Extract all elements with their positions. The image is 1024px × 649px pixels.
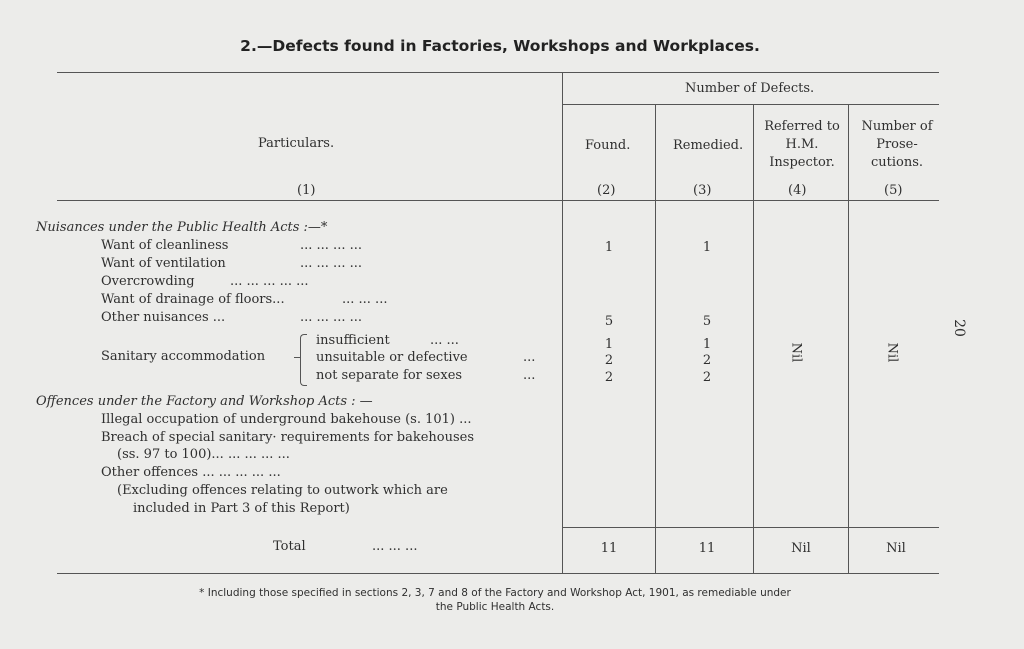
- offence-line: Breach of special sanitary· requirements for bakehouses: [101, 430, 475, 445]
- row-remedied: 1: [702, 240, 712, 255]
- section-nuisances-heading: Nuisances under the Public Health Acts :—*: [36, 220, 328, 235]
- referred-nil-rotated: Nil: [788, 342, 804, 363]
- header-particulars: Particulars.: [258, 136, 335, 151]
- sanitary-row-label: insufficient: [316, 333, 390, 348]
- row-remedied: 5: [702, 314, 712, 329]
- bottom-rule: [57, 573, 939, 574]
- header-found: Found.: [585, 138, 631, 153]
- row-label: Other nuisances ...: [101, 310, 226, 325]
- sanitary-row-found: 1: [604, 337, 614, 352]
- offence-line: Illegal occupation of underground bakehouse (s. 101) ...: [101, 412, 472, 427]
- sanitary-brace: [300, 334, 307, 386]
- row-label: Want of ventilation: [101, 256, 226, 271]
- total-found: 11: [600, 541, 618, 556]
- header-referred-1: Referred to: [764, 119, 840, 134]
- sanitary-row-remedied: 2: [702, 370, 712, 385]
- row-found: 1: [604, 240, 614, 255]
- col-number-1: (1): [297, 183, 316, 198]
- header-prosecutions-3: cutions.: [870, 155, 924, 170]
- footnote-line-1: * Including those specified in sections 2, 3, 7 and 8 of the Factory and Workshop Act, 1901, as remediable under: [199, 587, 791, 599]
- sanitary-row-dots: ...: [523, 350, 536, 365]
- sanitary-row-found: 2: [604, 353, 614, 368]
- row-dots: ... ... ... ...: [300, 238, 362, 253]
- offence-line: (ss. 97 to 100)... ... ... ... ...: [117, 447, 290, 462]
- sanitary-row-label: unsuitable or defective: [316, 350, 468, 365]
- col-divider-2: [655, 104, 656, 573]
- sanitary-accommodation-label: Sanitary accommodation: [101, 349, 266, 364]
- prosecutions-nil-rotated: Nil: [884, 342, 900, 363]
- offence-line: included in Part 3 of this Report): [133, 501, 350, 516]
- total-referred: Nil: [791, 541, 811, 556]
- sanitary-row-dots: ...: [523, 368, 536, 383]
- sanitary-row-label: not separate for sexes: [316, 368, 463, 383]
- row-label: Overcrowding: [101, 274, 195, 289]
- row-label: Want of drainage of floors...: [101, 292, 285, 307]
- header-referred-2: H.M.: [785, 137, 819, 152]
- row-label: Want of cleanliness: [101, 238, 229, 253]
- total-rule: [562, 527, 939, 528]
- header-prosecutions-2: Prose-: [876, 137, 918, 152]
- row-dots: ... ... ... ...: [300, 256, 362, 271]
- offence-line: Other offences ... ... ... ... ...: [101, 465, 281, 480]
- table-title: 2.—Defects found in Factories, Workshops and Workplaces.: [240, 37, 760, 55]
- sanitary-brace-tip: [294, 357, 300, 358]
- group-rule: [562, 104, 939, 105]
- sanitary-row-found: 2: [604, 370, 614, 385]
- page-number: 20: [950, 319, 967, 337]
- row-dots: ... ... ... ... ...: [230, 274, 309, 289]
- total-label: Total: [273, 539, 306, 554]
- total-remedied: 11: [698, 541, 716, 556]
- col-number-3: (3): [693, 183, 712, 198]
- header-prosecutions-1: Number of: [861, 119, 933, 134]
- footnote-line-2: the Public Health Acts.: [435, 601, 555, 613]
- col-divider-4: [848, 104, 849, 573]
- sanitary-row-remedied: 2: [702, 353, 712, 368]
- row-dots: ... ... ...: [342, 292, 388, 307]
- top-rule: [57, 72, 939, 73]
- col-number-2: (2): [597, 183, 616, 198]
- header-referred-3: Inspector.: [769, 155, 835, 170]
- row-found: 5: [604, 314, 614, 329]
- col-number-4: (4): [788, 183, 807, 198]
- total-dots: ... ... ...: [372, 539, 418, 554]
- col-divider-1: [562, 72, 563, 573]
- col-divider-3: [753, 104, 754, 573]
- header-number-of-defects: Number of Defects.: [685, 81, 815, 96]
- section-offences-heading: Offences under the Factory and Workshop Acts : —: [36, 394, 373, 409]
- header-remedied: Remedied.: [673, 138, 744, 153]
- sanitary-row-dots: ... ...: [430, 333, 459, 348]
- col-number-5: (5): [884, 183, 903, 198]
- row-dots: ... ... ... ...: [300, 310, 362, 325]
- total-prosecutions: Nil: [886, 541, 906, 556]
- sanitary-row-remedied: 1: [702, 337, 712, 352]
- header-bottom-rule: [57, 200, 939, 201]
- offence-line: (Excluding offences relating to outwork which are: [117, 483, 448, 498]
